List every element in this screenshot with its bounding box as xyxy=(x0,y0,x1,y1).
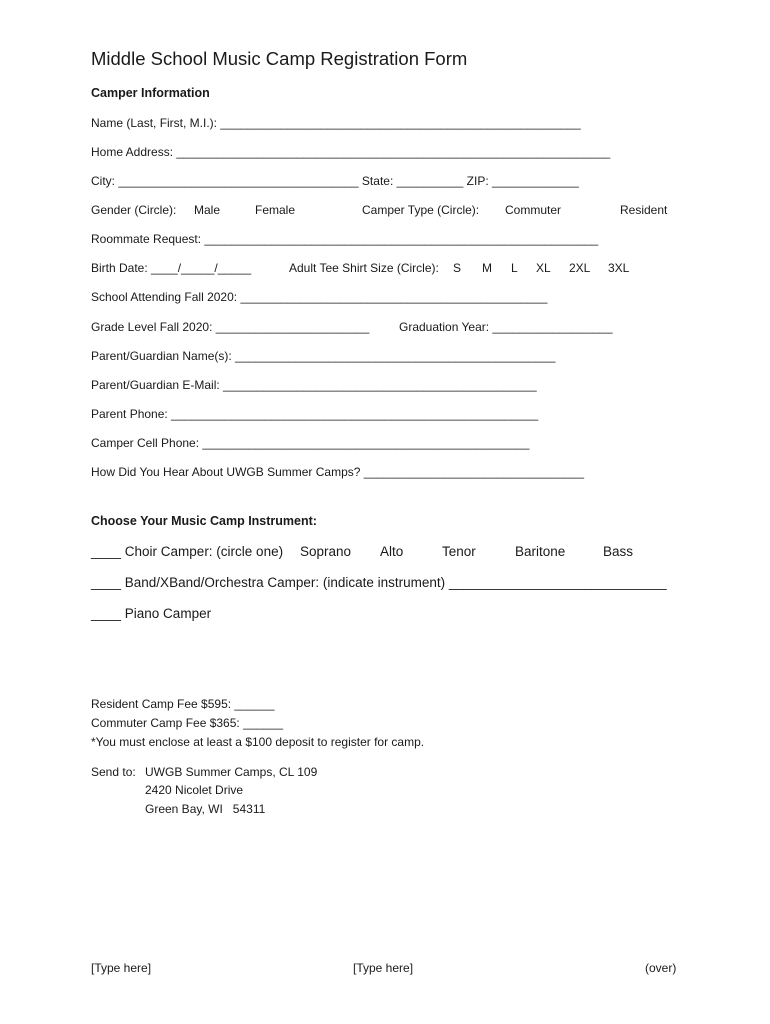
parent-phone-field[interactable]: Parent Phone: _______________________________________________________ xyxy=(91,407,539,421)
page-title: Middle School Music Camp Registration Form xyxy=(91,48,468,69)
camper-type-commuter[interactable]: Commuter xyxy=(505,203,562,217)
camper-type-label: Camper Type (Circle): xyxy=(362,203,480,217)
tee-shirt-label: Adult Tee Shirt Size (Circle): xyxy=(289,261,439,275)
camper-type-resident[interactable]: Resident xyxy=(620,203,668,217)
choir-camper-label[interactable]: ____ Choir Camper: (circle one) xyxy=(91,544,284,559)
send-to-label: Send to: xyxy=(91,765,136,779)
resident-fee-field[interactable]: Resident Camp Fee $595: ______ xyxy=(91,697,275,711)
camper-cell-phone-field[interactable]: Camper Cell Phone: _________________________________________________ xyxy=(91,436,530,450)
tee-size-m[interactable]: M xyxy=(482,261,492,275)
home-address-field[interactable]: Home Address: _________________________________________________________________ xyxy=(91,145,611,159)
footer-center: [Type here] xyxy=(353,961,414,975)
footer-left: [Type here] xyxy=(91,961,152,975)
gender-label: Gender (Circle): xyxy=(91,203,177,217)
name-field[interactable]: Name (Last, First, M.I.): ______________________________________________________ xyxy=(91,116,581,130)
tee-size-3xl[interactable]: 3XL xyxy=(608,261,630,275)
tee-size-xl[interactable]: XL xyxy=(536,261,551,275)
choir-option-soprano[interactable]: Soprano xyxy=(300,544,352,559)
deposit-note: *You must enclose at least a $100 deposit to register for camp. xyxy=(91,735,425,749)
send-to-line-1: UWGB Summer Camps, CL 109 xyxy=(145,765,318,779)
roommate-request-field[interactable]: Roommate Request: ___________________________________________________________ xyxy=(91,232,599,246)
send-to-line-2: 2420 Nicolet Drive xyxy=(145,783,244,797)
school-attending-field[interactable]: School Attending Fall 2020: ______________________________________________ xyxy=(91,290,548,304)
send-to-line-3: Green Bay, WI 54311 xyxy=(145,802,266,816)
instrument-heading: Choose Your Music Camp Instrument: xyxy=(91,514,317,528)
gender-option-female[interactable]: Female xyxy=(255,203,296,217)
parent-name-field[interactable]: Parent/Guardian Name(s): ________________________________________________ xyxy=(91,349,556,363)
parent-email-field[interactable]: Parent/Guardian E-Mail: _______________________________________________ xyxy=(91,378,537,392)
choir-option-baritone[interactable]: Baritone xyxy=(515,544,566,559)
camper-information-heading: Camper Information xyxy=(91,86,210,100)
band-camper-field[interactable]: ____ Band/XBand/Orchestra Camper: (indicate instrument) _____________________________ xyxy=(91,575,667,590)
choir-option-bass[interactable]: Bass xyxy=(603,544,634,559)
tee-size-l[interactable]: L xyxy=(511,261,518,275)
city-state-zip-field[interactable]: City: ____________________________________ State: __________ ZIP: _____________ xyxy=(91,174,579,188)
birth-date-field[interactable]: Birth Date: ____/_____/_____ xyxy=(91,261,252,275)
choir-option-alto[interactable]: Alto xyxy=(380,544,404,559)
graduation-year-field[interactable]: Graduation Year: __________________ xyxy=(399,320,613,334)
tee-size-s[interactable]: S xyxy=(453,261,462,275)
choir-option-tenor[interactable]: Tenor xyxy=(442,544,476,559)
footer-right: (over) xyxy=(645,961,677,975)
grade-level-field[interactable]: Grade Level Fall 2020: _______________________ xyxy=(91,320,370,334)
piano-camper-field[interactable]: ____ Piano Camper xyxy=(91,606,212,621)
hear-about-field[interactable]: How Did You Hear About UWGB Summer Camps? _________________________________ xyxy=(91,465,585,479)
gender-option-male[interactable]: Male xyxy=(194,203,221,217)
commuter-fee-field[interactable]: Commuter Camp Fee $365: ______ xyxy=(91,716,284,730)
tee-size-2xl[interactable]: 2XL xyxy=(569,261,591,275)
